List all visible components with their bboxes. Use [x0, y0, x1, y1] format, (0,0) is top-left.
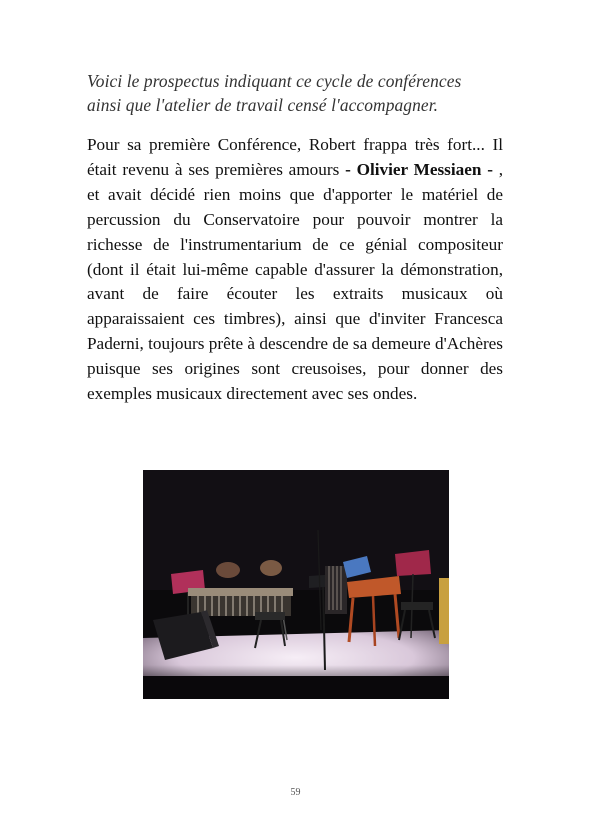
- stage-photo: [143, 470, 449, 699]
- page-number: 59: [290, 787, 301, 798]
- intro-caption: [87, 70, 507, 117]
- stage-photo-drawing: [143, 470, 449, 699]
- paragraph-part-2: , et avait décidé rien moins que d'apporter le matériel de percussion du Conservatoire pour pouvoir montrer la richesse de l'instrumentarium de ce génial compositeur (dont il était lui-même capable d'assurer la démonstration, avant de faire écouter les extraits musicaux où apparaissaient ces timbres), ainsi que d'inviter Francesca Paderni, toujours prête à descendre de sa demeure d'Achères puisque ses origines sont creusoises, pour donner des exemples musicaux directement avec ses ondes.: [87, 159, 504, 404]
- main-paragraph: [87, 133, 503, 407]
- composer-name: - Olivier Messiaen -: [345, 159, 493, 179]
- intro-line-2: ainsi que l'atelier de travail censé l'accompagner.: [87, 94, 439, 115]
- paragraph-part-1: Pour sa première Conférence, Robert frappa très fort... Il était revenu à ses premières amours: [87, 135, 503, 179]
- intro-line-1: Voici le prospectus indiquant ce cycle de conférences: [87, 71, 462, 91]
